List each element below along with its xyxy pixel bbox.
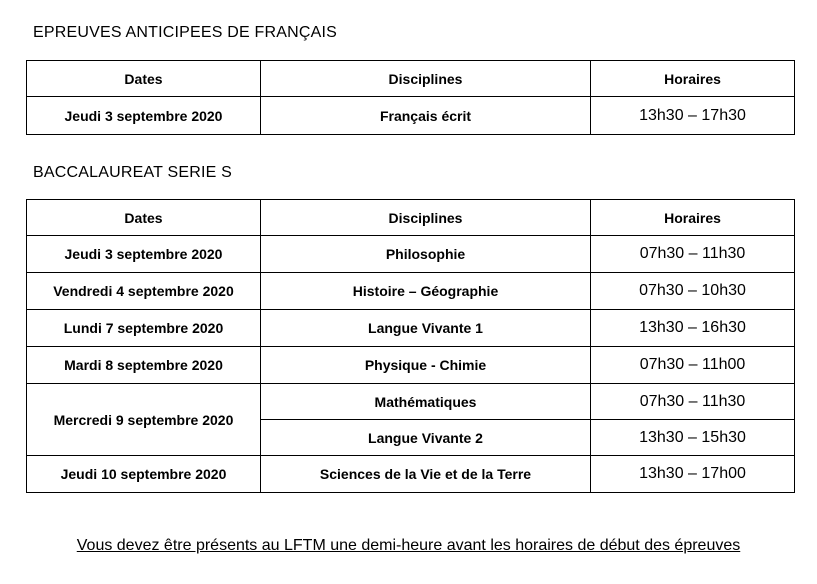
section-title-bac-s: BACCALAUREAT SERIE S [33, 164, 233, 181]
row-discipline: Langue Vivante 1 [261, 310, 591, 347]
table-row [27, 310, 795, 347]
row-horaire: 07h30 – 10h30 [591, 273, 795, 310]
row-date: Lundi 7 septembre 2020 [27, 310, 261, 347]
row-date-merged: Mercredi 9 septembre 2020 [27, 384, 261, 456]
header-disciplines: Disciplines [261, 200, 591, 236]
row-horaire: 07h30 – 11h30 [591, 236, 795, 273]
row-date: Mardi 8 septembre 2020 [27, 347, 261, 384]
row-discipline: Sciences de la Vie et de la Terre [261, 456, 591, 493]
header-horaires: Horaires [591, 200, 795, 236]
row-date: Vendredi 4 septembre 2020 [27, 273, 261, 310]
bac-s-schedule-table [26, 199, 795, 493]
row-discipline: Physique - Chimie [261, 347, 591, 384]
attendance-notice: Vous devez être présents au LFTM une demi-heure avant les horaires de début des épreuves [76, 537, 741, 554]
row-date: Jeudi 3 septembre 2020 [27, 97, 261, 135]
table-header-row [27, 61, 795, 97]
row-horaire: 13h30 – 16h30 [591, 310, 795, 347]
row-horaire: 13h30 – 15h30 [591, 420, 795, 456]
row-discipline: Philosophie [261, 236, 591, 273]
row-horaire: 13h30 – 17h30 [591, 97, 795, 135]
row-discipline: Français écrit [261, 97, 591, 135]
header-dates: Dates [27, 61, 261, 97]
section-title-francais: EPREUVES ANTICIPEES DE FRANÇAIS [33, 24, 338, 41]
table-row [27, 97, 795, 135]
table-row [27, 456, 795, 493]
row-date: Jeudi 3 septembre 2020 [27, 236, 261, 273]
francais-schedule-table [26, 60, 795, 135]
row-date: Jeudi 10 septembre 2020 [27, 456, 261, 493]
header-dates: Dates [27, 200, 261, 236]
table-row [27, 236, 795, 273]
table-row [27, 347, 795, 384]
row-horaire: 07h30 – 11h30 [591, 384, 795, 420]
table-header-row [27, 200, 795, 236]
header-disciplines: Disciplines [261, 61, 591, 97]
table-row [27, 384, 795, 420]
row-discipline: Mathématiques [261, 384, 591, 420]
header-horaires: Horaires [591, 61, 795, 97]
row-discipline: Histoire – Géographie [261, 273, 591, 310]
row-horaire: 13h30 – 17h00 [591, 456, 795, 493]
row-discipline: Langue Vivante 2 [261, 420, 591, 456]
row-horaire: 07h30 – 11h00 [591, 347, 795, 384]
table-row [27, 273, 795, 310]
